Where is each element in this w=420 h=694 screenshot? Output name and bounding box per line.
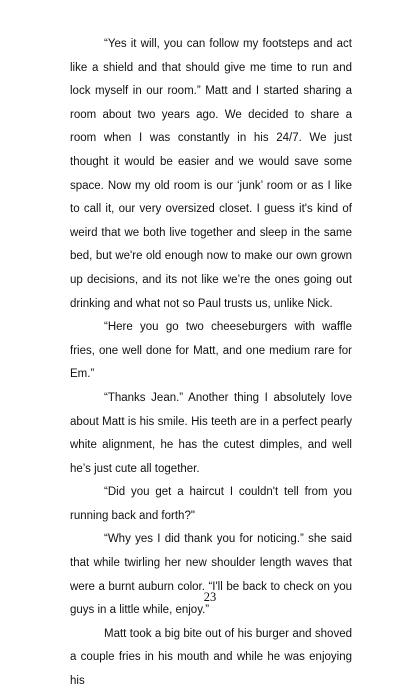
paragraph: “Did you get a haircut I couldn't tell from you running back and forth?" xyxy=(70,486,352,522)
paragraph: “Here you go two cheeseburgers with waffle fries, one well done for Matt, and one medium rare for Em.” xyxy=(70,321,352,381)
paragraph: “Thanks Jean.” Another thing I absolutely love about Matt is his smile. His teeth are in a perfect pearly white alignment, he has the cutest dimples, and well he’s just cute all together. xyxy=(70,391,352,475)
paragraph: “Yes it will, you can follow my footsteps and act like a shield and that should give me time to run and lock myself in our room.” Matt and I started sharing a room about two years ago. We decided to share a room when I was constantly in his 24/7. We just thought it would be easier and we would save some space. Now my old room is our ‘junk’ room or as I like to call it, our very oversized closet. I guess it's kind of weird that we both live together and sleep in the same bed, but we're old enough now to make our own grown up decisions, and its not like we’re the ones going out drinking and what not so Paul trusts us, unlike Nick. xyxy=(70,38,352,310)
paragraph: Matt took a big bite out of his burger and shoved a couple fries in his mouth and while he was enjoying his xyxy=(70,627,352,688)
paragraph: “Why yes I did thank you for noticing.” she said that while twirling her new shoulder length waves that were a burnt auburn color. “I'll be back to check on you guys in a little while, enjoy.” xyxy=(70,533,352,617)
page-number: 23 xyxy=(203,590,217,604)
